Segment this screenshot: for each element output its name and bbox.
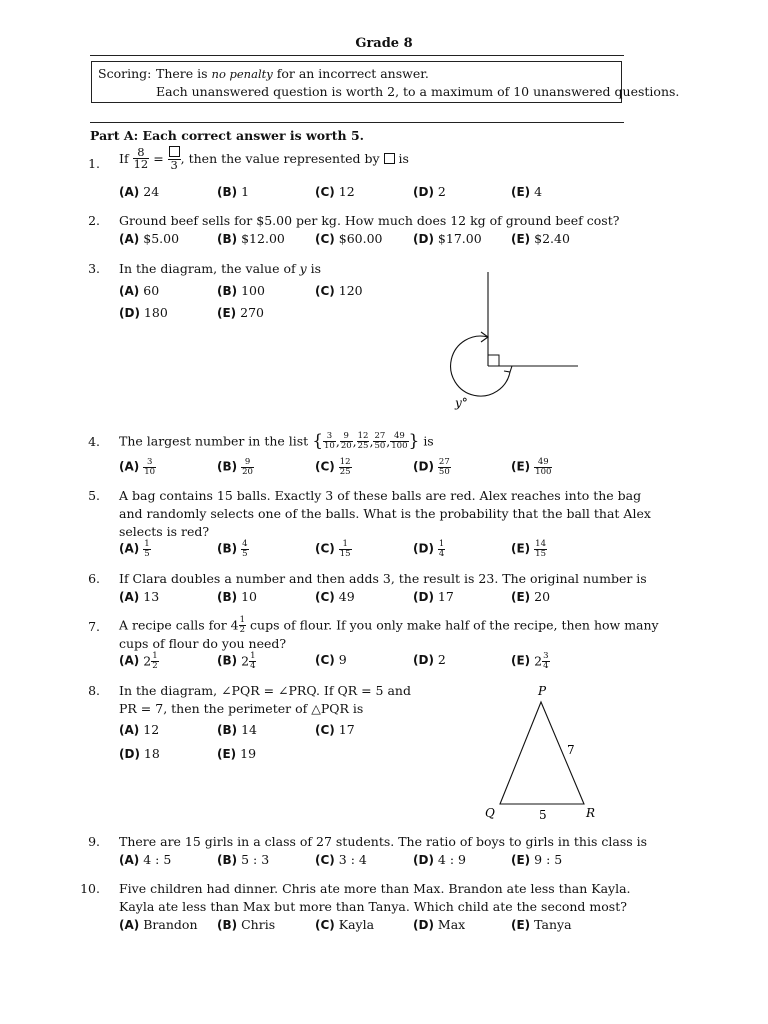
answer-option: (E) $\frac{49}{100}$ [511,457,552,477]
question-6-text: If Clara doubles a number and then adds 3, the result is 23. The original number is [119,571,647,586]
option-value: 14 [241,722,258,737]
option-value: 24 [143,184,160,199]
page-title: Grade 8 [355,36,413,51]
box-symbol-icon [169,146,180,157]
question-10-line-1: Five children had dinner. Chris ate more than Max. Brandon ate less than Kayla. [119,881,631,896]
option-value: $60.00 [338,231,383,246]
option-value: 100 [241,283,265,298]
question-number: 3. [88,261,100,276]
question-number: 4. [88,434,100,449]
option-letter: (D) [413,853,434,867]
option-value: 12 [143,722,160,737]
option-letter: (D) [119,747,140,761]
question-5-line-2: and randomly selects one of the balls. What is the probability that the ball that Alex [119,506,651,521]
question-3-text: In the diagram, the value of y is [119,261,322,276]
option-letter: (A) [119,284,140,298]
option-letter: (A) [119,590,140,604]
option-letter: (A) [119,723,140,737]
answer-option [315,917,374,932]
triangle-diagram [480,682,600,824]
option-value: Max [437,917,466,932]
option-value: 4 : 5 [143,852,172,867]
answer-option [315,283,363,298]
option-letter: (B) [217,541,238,556]
answer-option [119,917,198,932]
option-letter: (D) [413,541,434,556]
option-letter: (A) [119,232,140,246]
answer-option [217,283,265,298]
option-value: 9 [338,652,347,667]
question-7-line-2: cups of flour do you need? [119,636,287,651]
vertex-q-label: Q [485,806,495,820]
answer-option [413,231,482,246]
question-8-line-2: PR = 7, then the perimeter of △PQR is [119,701,364,716]
answer-option [511,231,570,246]
option-letter: (B) [217,284,238,298]
option-letter: (B) [217,723,238,737]
option-value: $12.00 [241,231,285,246]
option-value: $2.40 [534,231,570,246]
question-1-text: If $\frac{8}{12}$ = 3 , then the value represented by is [119,144,409,172]
answer-option: (A) 2 $\frac{1}{2}$ [119,651,158,671]
answer-option [511,852,562,867]
option-value: 9 : 5 [534,852,563,867]
option-letter: (D) [413,232,434,246]
question-number: 5. [88,488,100,503]
option-letter: (A) [119,459,140,474]
question-number: 8. [88,683,100,698]
option-letter: (C) [315,541,335,556]
question-5-line-1: A bag contains 15 balls. Exactly 3 of these balls are red. Alex reaches into the bag [119,488,642,503]
answer-option: (D) $\frac{27}{50}$ [413,457,450,477]
answer-option [413,184,446,199]
question-7-line-1: A recipe calls for 4 $\frac{1}{2}$ cups of flour. If you only make half of the recipe, then how many [119,615,659,635]
header-rule [90,55,624,56]
answer-option [315,231,383,246]
answer-option: (E) 2 $\frac{3}{4}$ [511,651,549,671]
option-letter: (D) [413,185,434,199]
answer-option [217,184,249,199]
option-value: 60 [143,283,160,298]
answer-option [217,917,275,932]
question-number: 7. [88,619,100,634]
vertex-p-label: P [538,684,547,698]
question-number: 10. [80,881,100,896]
question-2-text: Ground beef sells for $5.00 per kg. How much does 12 kg of ground beef cost? [119,213,620,228]
option-value: $5.00 [143,231,180,246]
option-letter: (E) [511,590,531,604]
question-number: 2. [88,213,100,228]
option-letter: (E) [217,747,237,761]
option-value: 12 [338,184,355,199]
option-letter: (D) [413,590,434,604]
answer-option: (A) $\frac{1}{5}$ [119,539,150,559]
option-letter: (B) [217,185,238,199]
option-letter: (B) [217,918,238,932]
answer-option [217,746,256,761]
question-number: 1. [88,156,100,171]
answer-option [315,589,355,604]
option-letter: (B) [217,232,238,246]
option-letter: (B) [217,459,238,474]
option-letter: (C) [315,590,335,604]
option-value: 2 [437,652,446,667]
angle-label: y° [455,396,468,410]
option-letter: (C) [315,284,335,298]
answer-option [119,231,179,246]
option-letter: (C) [315,459,335,474]
answer-option [413,589,454,604]
option-value: $17.00 [437,231,482,246]
option-letter: (E) [511,459,531,474]
option-value: 18 [143,746,160,761]
answer-option: (A) $\frac{3}{10}$ [119,457,156,477]
option-letter: (C) [315,853,335,867]
option-value: Kayla [338,917,375,932]
answer-option: (D) $\frac{1}{4}$ [413,539,445,559]
option-value: 17 [437,589,454,604]
option-letter: (E) [511,232,531,246]
option-value: 270 [240,305,265,320]
option-letter: (E) [511,653,531,668]
answer-option: (C) $\frac{1}{15}$ [315,539,351,559]
option-value: 4 [534,184,543,199]
answer-option [413,652,446,667]
option-letter: (D) [413,459,434,474]
answer-option [315,652,347,667]
answer-option [217,589,257,604]
option-value: 13 [143,589,160,604]
side-qr-label: 5 [539,808,547,822]
option-value: 19 [240,746,257,761]
option-value: 1 [241,184,250,199]
answer-option: (B) 2 $\frac{1}{4}$ [217,651,256,671]
section-rule [90,122,624,123]
answer-option [119,184,159,199]
answer-option [119,283,159,298]
answer-option [315,184,355,199]
answer-option [511,917,572,932]
answer-option: (B) $\frac{9}{20}$ [217,457,253,477]
vertex-r-label: R [586,806,596,820]
option-value: 5 : 3 [241,852,270,867]
option-letter: (A) [119,541,140,556]
option-value: 20 [534,589,551,604]
answer-option [511,589,550,604]
option-letter: (B) [217,653,238,668]
option-letter: (E) [511,918,531,932]
question-8-line-1: In the diagram, ∠PQR = ∠PRQ. If QR = 5 and [119,683,411,698]
option-letter: (C) [315,185,335,199]
answer-option: (E) $\frac{14}{15}$ [511,539,546,559]
answer-option [511,184,542,199]
option-letter: (E) [511,541,531,556]
question-9-text: There are 15 girls in a class of 27 students. The ratio of boys to girls in this class is [119,834,648,849]
answer-option [119,746,160,761]
answer-option [315,722,355,737]
answer-option [217,305,264,320]
answer-option [119,305,168,320]
option-value: Brandon [143,917,198,932]
scoring-label: Scoring: [98,66,152,81]
answer-option [413,852,466,867]
option-letter: (E) [511,185,531,199]
option-letter: (B) [217,590,238,604]
angle-diagram [440,268,590,418]
option-letter: (D) [413,918,434,932]
answer-option: (B) $\frac{4}{5}$ [217,539,248,559]
option-letter: (A) [119,918,140,932]
side-pr-label: 7 [567,743,575,757]
part-a-heading: Part A: Each correct answer is worth 5. [90,128,364,143]
option-value: Tanya [534,917,572,932]
option-value: 3 : 4 [338,852,367,867]
answer-option [315,852,367,867]
scoring-line-1: There is no penalty for an incorrect answer. [156,66,429,81]
question-number: 6. [88,571,100,586]
option-value: 10 [241,589,258,604]
option-letter: (D) [413,653,434,667]
answer-option: (C) $\frac{12}{25}$ [315,457,351,477]
answer-option [413,917,465,932]
option-letter: (E) [217,306,237,320]
scoring-line-2: Each unanswered question is worth 2, to a maximum of 10 unanswered questions. [156,84,680,99]
answer-option [119,722,159,737]
question-number: 9. [88,834,100,849]
option-letter: (C) [315,653,335,667]
option-value: Chris [241,917,276,932]
answer-option [217,722,257,737]
answer-option [119,589,159,604]
answer-option [119,852,171,867]
question-10-line-2: Kayla ate less than Max but more than Tanya. Which child ate the second most? [119,899,627,914]
answer-option [217,852,269,867]
answer-option [217,231,285,246]
option-letter: (D) [119,306,140,320]
question-4-text: The largest number in the list { $\frac{3}{10}$ , $\frac{9}{20}$ , $\frac{12}{25}$ , $\frac{27}{50}$ , $\frac{49}{100}$ } is [119,431,434,451]
option-letter: (C) [315,723,335,737]
option-letter: (E) [511,853,531,867]
option-letter: (A) [119,853,140,867]
option-value: 17 [338,722,355,737]
option-value: 2 [437,184,446,199]
option-value: 49 [338,589,355,604]
option-value: 4 : 9 [437,852,466,867]
question-5-line-3: selects is red? [119,524,210,539]
option-letter: (A) [119,653,140,668]
option-value: 180 [143,305,168,320]
option-letter: (A) [119,185,140,199]
option-letter: (C) [315,232,335,246]
option-letter: (B) [217,853,238,867]
option-value: 120 [338,283,363,298]
box-symbol-icon [384,153,395,164]
option-letter: (C) [315,918,335,932]
